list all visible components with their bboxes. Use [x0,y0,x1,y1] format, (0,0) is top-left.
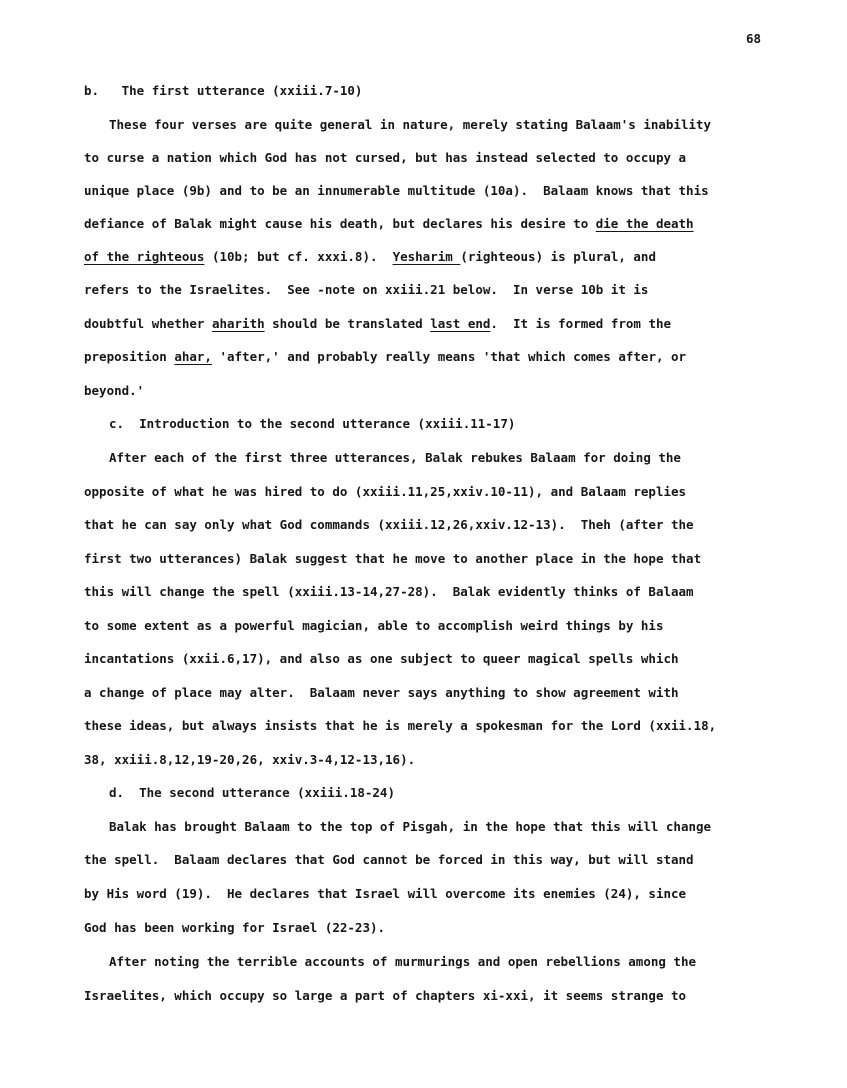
paragraph-line: preposition ahar, 'after,' and probably really means 'that which comes after, or [84,349,687,364]
underlined-phrase: die the death [595,216,694,231]
paragraph-line: to some extent as a powerful magician, able to accomplish weird things by his [84,618,664,633]
underlined-term: ahar, [174,349,212,364]
paragraph-line: Israelites, which occupy so large a part of chapters xi-xxi, it seems strange to [84,988,687,1003]
page-number: 68 [746,31,762,46]
paragraph-line: this will change the spell (xxiii.13-14,27-28). Balak evidently thinks of Balaam [84,584,694,599]
underlined-term: aharith [211,316,265,331]
underlined-term: last end [430,316,491,331]
underlined-phrase: of the righteous [84,249,205,264]
section-heading-d: d. The second utterance (xxiii.18-24) [109,785,395,800]
paragraph-line: of the righteous (10b; but cf. xxxi.8). Yesharim (righteous) is plural, and [84,249,656,264]
paragraph-line: a change of place may alter. Balaam never says anything to show agreement with [84,685,679,700]
paragraph-line: refers to the Israelites. See -note on xxiii.21 below. In verse 10b it is [84,282,649,297]
paragraph-line: by His word (19). He declares that Israel will overcome its enemies (24), since [84,886,687,901]
paragraph-line: God has been working for Israel (22-23). [84,920,386,935]
paragraph-line: first two utterances) Balak suggest that he move to another place in the hope that [84,551,702,566]
paragraph-line: these ideas, but always insists that he is merely a spokesman for the Lord (xxii.18, [84,718,717,733]
paragraph-line: doubtful whether aharith should be translated last end. It is formed from the [84,316,672,331]
paragraph-line: that he can say only what God commands (xxiii.12,26,xxiv.12-13). Theh (after the [84,517,694,532]
paragraph-line: beyond.' [84,383,145,398]
paragraph-line: unique place (9b) and to be an innumerable multitude (10a). Balaam knows that this [84,183,709,198]
paragraph-line: defiance of Balak might cause his death, but declares his desire to die the death [84,216,694,231]
section-heading-b: b. The first utterance (xxiii.7-10) [84,83,363,98]
paragraph-line: After noting the terrible accounts of murmurings and open rebellions among the [109,954,696,969]
paragraph-line: incantations (xxii.6,17), and also as one subject to queer magical spells which [84,651,679,666]
underlined-term: Yesharim [392,249,461,264]
paragraph-line: 38, xxiii.8,12,19-20,26, xxiv.3-4,12-13,16). [84,752,416,767]
section-heading-c: c. Introduction to the second utterance (xxiii.11-17) [109,416,516,431]
paragraph-line: After each of the first three utterances, Balak rebukes Balaam for doing the [109,450,681,465]
paragraph-line: the spell. Balaam declares that God cannot be forced in this way, but will stand [84,852,694,867]
paragraph-line: Balak has brought Balaam to the top of Pisgah, in the hope that this will change [109,819,712,834]
paragraph-line: These four verses are quite general in nature, merely stating Balaam's inability [109,117,712,132]
paragraph-line: opposite of what he was hired to do (xxiii.11,25,xxiv.10-11), and Balaam replies [84,484,687,499]
paragraph-line: to curse a nation which God has not cursed, but has instead selected to occupy a [84,150,687,165]
